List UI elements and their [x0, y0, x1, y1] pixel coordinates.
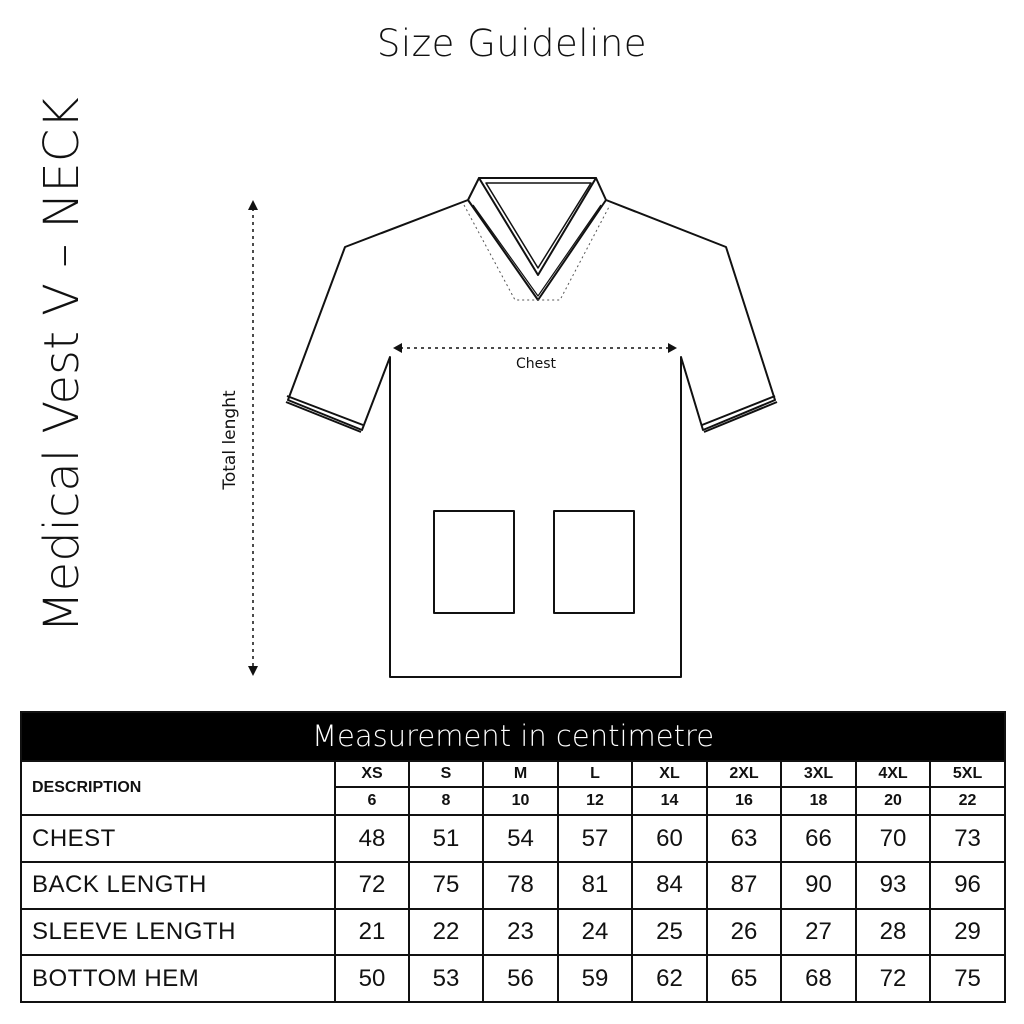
table-row-back-length — [21, 862, 1005, 909]
table-cell: 60 — [632, 815, 707, 862]
size-number: 8 — [409, 787, 483, 815]
table-cell: 70 — [856, 815, 930, 862]
size-header: 5XL — [930, 761, 1005, 787]
table-cell: 25 — [632, 909, 707, 956]
size-header-row — [21, 761, 1005, 787]
table-cell: 24 — [558, 909, 632, 956]
table-cell: 23 — [483, 909, 558, 956]
row-label: SLEEVE LENGTH — [21, 909, 335, 956]
size-header: XS — [335, 761, 409, 787]
size-header: M — [483, 761, 558, 787]
v-neck-inner — [473, 205, 601, 296]
table-cell: 53 — [409, 955, 483, 1002]
table-cell: 75 — [930, 955, 1005, 1002]
size-chart-table — [20, 711, 1006, 1003]
table-cell: 63 — [707, 815, 781, 862]
table-cell: 56 — [483, 955, 558, 1002]
vest-outline — [288, 178, 775, 677]
row-label: CHEST — [21, 815, 335, 862]
table-cell: 72 — [856, 955, 930, 1002]
size-number: 12 — [558, 787, 632, 815]
size-header: XL — [632, 761, 707, 787]
chest-measure-line — [393, 343, 677, 353]
right-pocket — [554, 511, 634, 613]
table-cell: 65 — [707, 955, 781, 1002]
table-cell: 54 — [483, 815, 558, 862]
table-row-bottom-hem — [21, 955, 1005, 1002]
size-header: 3XL — [781, 761, 856, 787]
product-title-text: Medical Vest V – NECK — [34, 97, 90, 633]
description-header: DESCRIPTION — [21, 761, 335, 816]
size-number: 14 — [632, 787, 707, 815]
length-measure-line — [248, 200, 258, 676]
table-cell: 87 — [707, 862, 781, 909]
table-cell: 29 — [930, 909, 1005, 956]
table-cell: 57 — [558, 815, 632, 862]
collar-inner — [486, 183, 591, 268]
table-cell: 22 — [409, 909, 483, 956]
left-pocket — [434, 511, 514, 613]
table-cell: 81 — [558, 862, 632, 909]
chest-label: Chest — [515, 356, 557, 372]
row-label: BOTTOM HEM — [21, 955, 335, 1002]
size-number: 20 — [856, 787, 930, 815]
table-caption: Measurement in centimetre — [21, 712, 1005, 761]
size-number: 22 — [930, 787, 1005, 815]
total-length-label-text: Total lenght — [220, 390, 240, 490]
size-header: 2XL — [707, 761, 781, 787]
table-row-chest — [21, 815, 1005, 862]
table-cell: 75 — [409, 862, 483, 909]
table-cell: 96 — [930, 862, 1005, 909]
table-cell: 90 — [781, 862, 856, 909]
table-cell: 27 — [781, 909, 856, 956]
table-cell: 62 — [632, 955, 707, 1002]
size-number: 18 — [781, 787, 856, 815]
table-cell: 93 — [856, 862, 930, 909]
table-cell: 73 — [930, 815, 1005, 862]
size-number: 16 — [707, 787, 781, 815]
table-cell: 84 — [632, 862, 707, 909]
page-title: Size Guideline — [376, 22, 648, 65]
size-header: L — [558, 761, 632, 787]
size-number: 6 — [335, 787, 409, 815]
table-cell: 48 — [335, 815, 409, 862]
table-cell: 72 — [335, 862, 409, 909]
size-header: 4XL — [856, 761, 930, 787]
table-cell: 26 — [707, 909, 781, 956]
table-cell: 59 — [558, 955, 632, 1002]
table-cell: 66 — [781, 815, 856, 862]
size-header: S — [409, 761, 483, 787]
table-cell: 51 — [409, 815, 483, 862]
table-row-sleeve-length — [21, 909, 1005, 956]
table-cell: 78 — [483, 862, 558, 909]
table-cell: 68 — [781, 955, 856, 1002]
collar-stitch — [464, 205, 610, 300]
table-cell: 50 — [335, 955, 409, 1002]
table-cell: 21 — [335, 909, 409, 956]
size-number: 10 — [483, 787, 558, 815]
table-cell: 28 — [856, 909, 930, 956]
row-label: BACK LENGTH — [21, 862, 335, 909]
table-caption-row — [21, 712, 1005, 761]
collar-band — [479, 178, 596, 275]
